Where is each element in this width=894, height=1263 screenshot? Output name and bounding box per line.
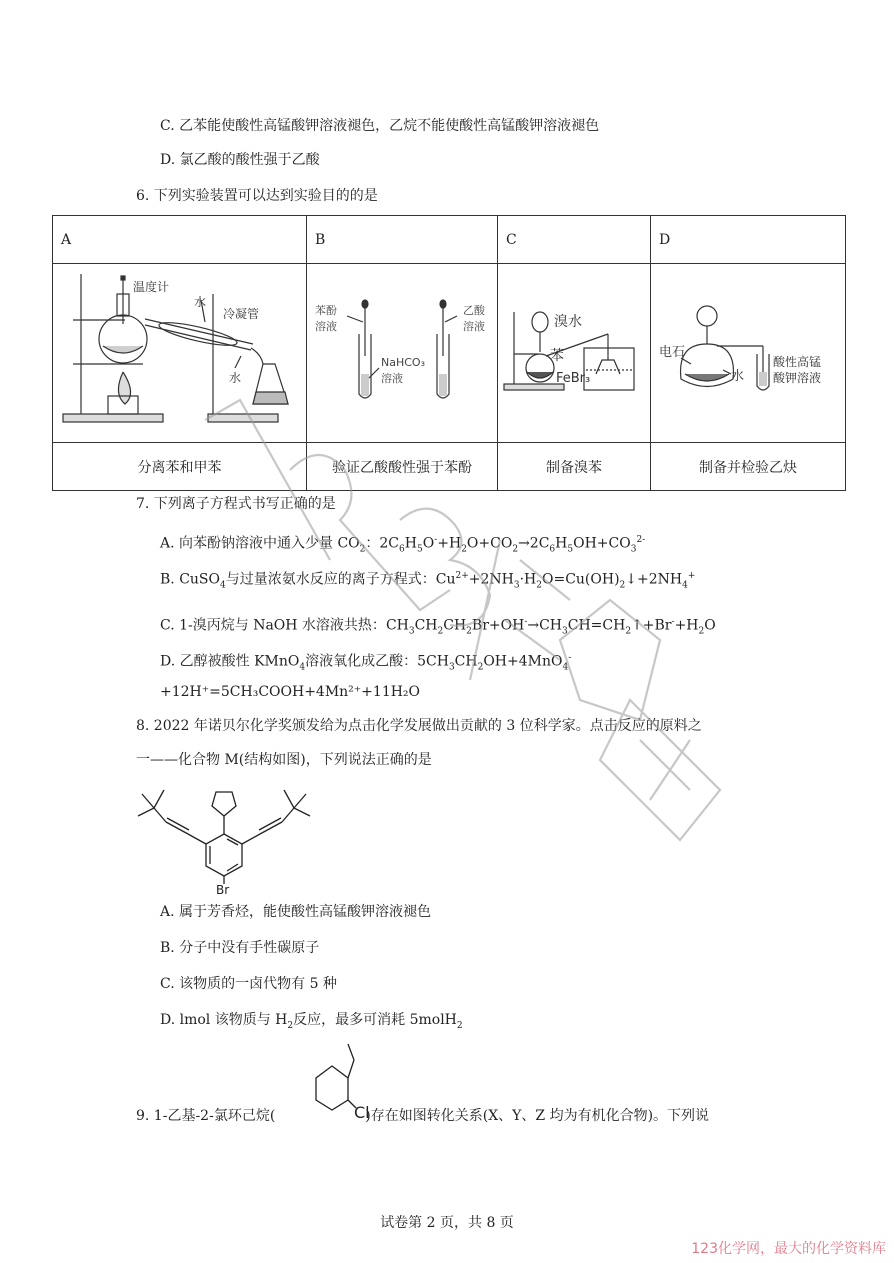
label-phenol: 苯酚 (315, 304, 337, 317)
q7-option-c-text: C. 1-溴丙烷与 NaOH 水溶液共热： (160, 617, 386, 634)
caption-c: 制备溴苯 (498, 443, 651, 491)
label-acetic: 乙酸 (463, 304, 485, 317)
q7-option-a: A. 向苯酚钠溶液中通入少量 $CO_2$：$2C_6H_5O^-+H_2O+CO_2\to 2C_6H_5OH+CO_3^{2-}$ (160, 535, 646, 555)
q9-stem-post: )存在如图转化关系(X、Y、Z 均为有机化合物)。下列说 (365, 1108, 710, 1124)
label-nahco3-solution: 溶液 (381, 372, 403, 385)
label-benzene: 苯 (550, 348, 564, 364)
label-phenol-solution: 溶液 (315, 320, 337, 333)
caption-a: 分离苯和甲苯 (53, 443, 307, 491)
header-b: B (307, 216, 498, 264)
q7-option-b-mid: 与过量浓氨水反应的离子方程式： (225, 571, 436, 588)
test-tubes-diagram (307, 264, 497, 438)
q7-option-d-continued: +12H⁺=5CH₃COOH+4Mn²⁺+11H₂O (160, 684, 421, 700)
header-d: D (651, 216, 846, 264)
q7-option-b: B. CuSO$_4$与过量浓氨水反应的离子方程式：$Cu^{2+}+2NH_3\cdot H_2O=Cu(OH)_2↓+2NH_4^+$ (160, 571, 696, 591)
label-nahco3: NaHCO₃ (381, 356, 425, 369)
q8-option-a: A. 属于芳香烃，能使酸性高锰酸钾溶液褪色 (160, 904, 432, 920)
label-acetic-solution: 溶液 (463, 320, 485, 333)
bromobenzene-diagram (498, 264, 650, 438)
apparatus-d (651, 264, 846, 443)
q8-stem-1: 8. 2022 年诺贝尔化学奖颁发给为点击化学发展做出贡献的 3 位科学家。点击反应的原料之 (136, 718, 702, 734)
q7-option-c: C. 1-溴丙烷与 NaOH 水溶液共热：$CH_3CH_2CH_2Br+OH^-\to CH_3CH=CH_2↑+Br^-+H_2O$ (160, 617, 716, 637)
label-br: Br (216, 883, 230, 896)
label-water-in: 水 (194, 295, 207, 309)
experiment-table (52, 215, 846, 491)
q8-option-c: C. 该物质的一卤代物有 5 种 (160, 976, 337, 992)
label-water-out: 水 (229, 371, 242, 385)
label-febr3: FeBr₃ (556, 371, 591, 386)
distillation-diagram (53, 264, 306, 438)
q7-option-d-text: D. 乙醇被酸性 KMnO (160, 653, 300, 670)
label-condenser: 冷凝管 (223, 307, 260, 321)
q9-stem-pre: 9. 1-乙基-2-氯环己烷( (136, 1108, 276, 1124)
q7-option-a-text: A. 向苯酚钠溶液中通入少量 CO (160, 535, 360, 552)
q6-stem: 6. 下列实验装置可以达到实验目的的是 (136, 188, 378, 204)
apparatus-a (53, 264, 307, 443)
header-a: A (53, 216, 307, 264)
label-kmno4-1: 酸性高锰 (773, 355, 822, 369)
acetylene-diagram (651, 264, 845, 438)
label-cl: Cl (354, 1103, 370, 1118)
q7-stem: 7. 下列离子方程式书写正确的是 (136, 496, 336, 512)
q8-option-d-post: 反应，最多可消耗 5molH (293, 1012, 457, 1028)
q8-option-d-text: D. lmol 该物质与 H (160, 1012, 288, 1028)
apparatus-c (498, 264, 651, 443)
q8-stem-2: 一——化合物 M(结构如图)，下列说法正确的是 (136, 752, 432, 768)
caption-d: 制备并检验乙炔 (651, 443, 846, 491)
header-c: C (498, 216, 651, 264)
caption-b: 验证乙酸酸性强于苯酚 (307, 443, 498, 491)
page-footer: 试卷第 2 页，共 8 页 (380, 1215, 514, 1231)
label-kmno4-2: 酸钾溶液 (773, 371, 822, 385)
q5-option-d: D. 氯乙酸的酸性强于乙酸 (160, 152, 320, 168)
q7-option-b-text: B. CuSO (160, 571, 220, 588)
q9-stem (136, 1106, 709, 1126)
label-bromine-water: 溴水 (554, 314, 582, 330)
q8-option-b: B. 分子中没有手性碳原子 (160, 940, 320, 956)
brand-text: 123化学网，最大的化学资料库 (691, 1241, 886, 1257)
q5-option-c: C. 乙苯能使酸性高锰酸钾溶液褪色，乙烷不能使酸性高锰酸钾溶液褪色 (160, 118, 600, 134)
label-thermometer: 温度计 (133, 280, 170, 294)
compound-m-structure (132, 778, 316, 896)
q7-option-d: D. 乙醇被酸性 KMnO$_4$溶液氧化成乙酸：$5CH_3CH_2OH+4MnO_4^-$ (160, 653, 572, 673)
label-calcium-carbide: 电石 (659, 345, 686, 360)
q7-option-d-mid: 溶液氧化成乙酸： (305, 653, 418, 670)
q8-option-d: D. lmol 该物质与 $H_2$反应，最多可消耗 5molH$_2$ (160, 1012, 463, 1031)
label-water-d: 水 (731, 369, 745, 384)
apparatus-b (307, 264, 498, 443)
